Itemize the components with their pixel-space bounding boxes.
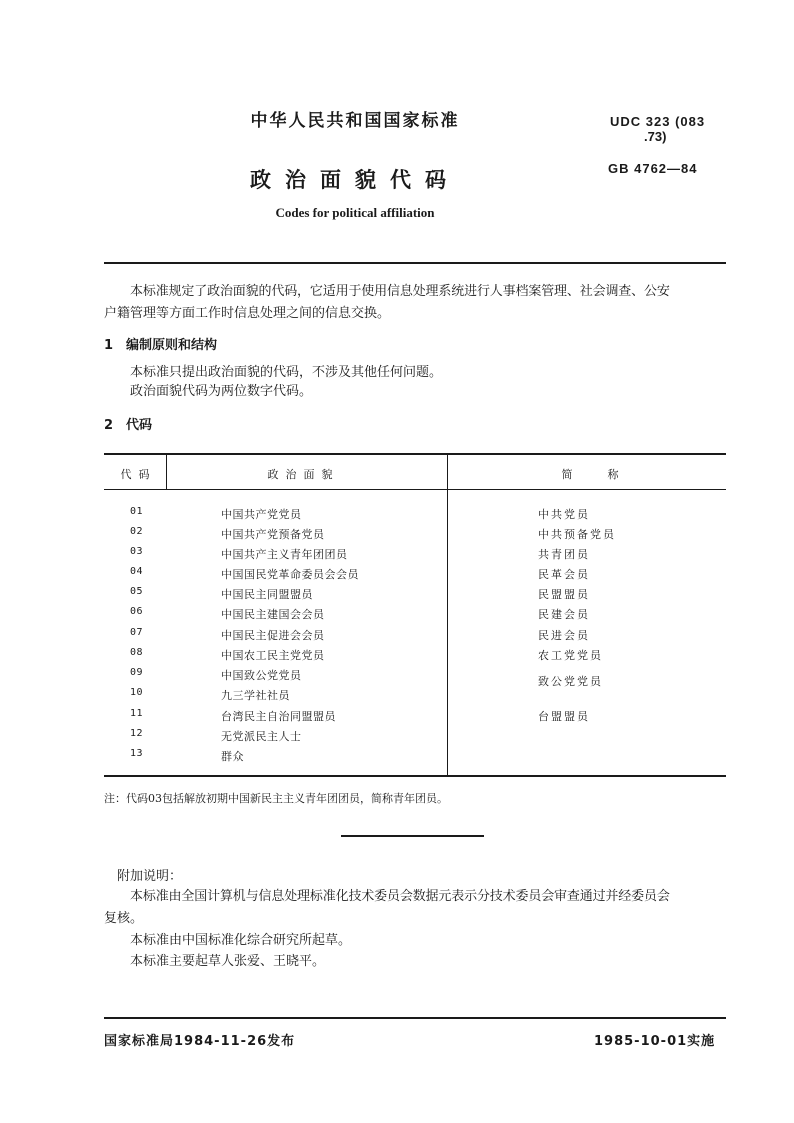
table-cell-short: 中共预备党员 bbox=[538, 528, 616, 541]
page-title-english: Codes for political affiliation bbox=[275, 205, 435, 220]
table-cell-short: 民盟盟员 bbox=[538, 588, 590, 601]
table-cell-code: 07 bbox=[130, 627, 144, 638]
table-cell-code: 04 bbox=[130, 566, 144, 577]
table-column-divider-1 bbox=[166, 453, 167, 490]
udc-code-continued: .73) bbox=[644, 129, 667, 144]
table-cell-code: 03 bbox=[130, 546, 144, 557]
section-1-heading: 1 编制原则和结构 bbox=[104, 338, 218, 353]
intro-line-1: 本标准规定了政治面貌的代码，它适用于使用信息处理系统进行人事档案管理、社会调查、公安 bbox=[130, 284, 670, 299]
table-cell-name: 中国共产党党员 bbox=[221, 508, 302, 521]
addendum-line-4: 本标准主要起草人张爱、王晓平。 bbox=[130, 954, 326, 969]
table-cell-name: 中国致公党党员 bbox=[221, 669, 302, 682]
addendum-line-1: 本标准由全国计算机与信息处理标准化技术委员会数据元表示分技术委员会审查通过并经委员会 bbox=[130, 889, 670, 904]
section-divider bbox=[341, 835, 484, 837]
effective-date: 1985-10-01实施 bbox=[594, 1034, 716, 1049]
udc-code: UDC 323 (083 bbox=[610, 114, 706, 129]
addendum-heading: 附加说明： bbox=[117, 869, 183, 884]
table-cell-code: 13 bbox=[130, 748, 144, 759]
table-cell-code: 06 bbox=[130, 606, 144, 617]
table-cell-short: 台盟盟员 bbox=[538, 710, 590, 723]
table-cell-short: 致公党党员 bbox=[538, 675, 603, 688]
table-header-code: 代 码 bbox=[120, 468, 150, 481]
table-cell-name: 中国民主促进会会员 bbox=[221, 629, 325, 642]
issue-date: 国家标准局1984-11-26发布 bbox=[104, 1034, 296, 1049]
table-bottom-border bbox=[104, 775, 726, 777]
table-cell-name: 中国共产党预备党员 bbox=[221, 528, 325, 541]
intro-line-2: 户籍管理等方面工作时信息处理之间的信息交换。 bbox=[104, 306, 391, 321]
addendum-line-3: 本标准由中国标准化综合研究所起草。 bbox=[130, 933, 352, 948]
header-divider bbox=[104, 262, 726, 264]
table-cell-short: 农工党党员 bbox=[538, 649, 603, 662]
table-cell-name: 中国民主同盟盟员 bbox=[221, 588, 313, 601]
standard-issuer: 中华人民共和国国家标准 bbox=[250, 111, 460, 131]
table-header-name: 政 治 面 貌 bbox=[267, 468, 333, 481]
table-cell-short: 共青团员 bbox=[538, 548, 590, 561]
table-note: 注：代码03包括解放初期中国新民主主义青年团团员，简称青年团员。 bbox=[104, 792, 448, 805]
table-cell-code: 01 bbox=[130, 506, 144, 517]
page-title: 政治面貌代码 bbox=[250, 168, 460, 192]
table-cell-name: 群众 bbox=[221, 750, 244, 763]
table-cell-short: 民建会员 bbox=[538, 608, 590, 621]
addendum-line-2: 复核。 bbox=[104, 911, 144, 926]
table-header-short: 简 称 bbox=[561, 468, 619, 481]
table-cell-short: 民革会员 bbox=[538, 568, 590, 581]
section-1-line-1: 本标准只提出政治面貌的代码，不涉及其他任何问题。 bbox=[130, 365, 443, 380]
table-cell-code: 12 bbox=[130, 728, 144, 739]
table-column-divider-2 bbox=[447, 453, 448, 776]
table-cell-name: 无党派民主人士 bbox=[221, 730, 302, 743]
table-top-border bbox=[104, 453, 726, 455]
table-cell-code: 08 bbox=[130, 647, 144, 658]
section-1-line-2: 政治面貌代码为两位数字代码。 bbox=[130, 384, 313, 399]
table-cell-name: 中国民主建国会会员 bbox=[221, 608, 325, 621]
gb-number: GB 4762—84 bbox=[608, 161, 698, 176]
table-cell-name: 九三学社社员 bbox=[221, 689, 290, 702]
table-cell-code: 10 bbox=[130, 687, 144, 698]
table-cell-name: 中国共产主义青年团团员 bbox=[221, 548, 348, 561]
table-cell-name: 中国农工民主党党员 bbox=[221, 649, 325, 662]
table-cell-name: 中国国民党革命委员会会员 bbox=[221, 568, 359, 581]
table-cell-code: 11 bbox=[130, 708, 144, 719]
table-cell-code: 02 bbox=[130, 526, 144, 537]
table-cell-code: 09 bbox=[130, 667, 144, 678]
footer-divider bbox=[104, 1017, 726, 1019]
table-cell-short: 中共党员 bbox=[538, 508, 590, 521]
section-2-heading: 2 代码 bbox=[104, 418, 153, 433]
table-cell-short: 民进会员 bbox=[538, 629, 590, 642]
table-cell-code: 05 bbox=[130, 586, 144, 597]
table-header-border bbox=[104, 489, 726, 490]
table-cell-name: 台湾民主自治同盟盟员 bbox=[221, 710, 336, 723]
